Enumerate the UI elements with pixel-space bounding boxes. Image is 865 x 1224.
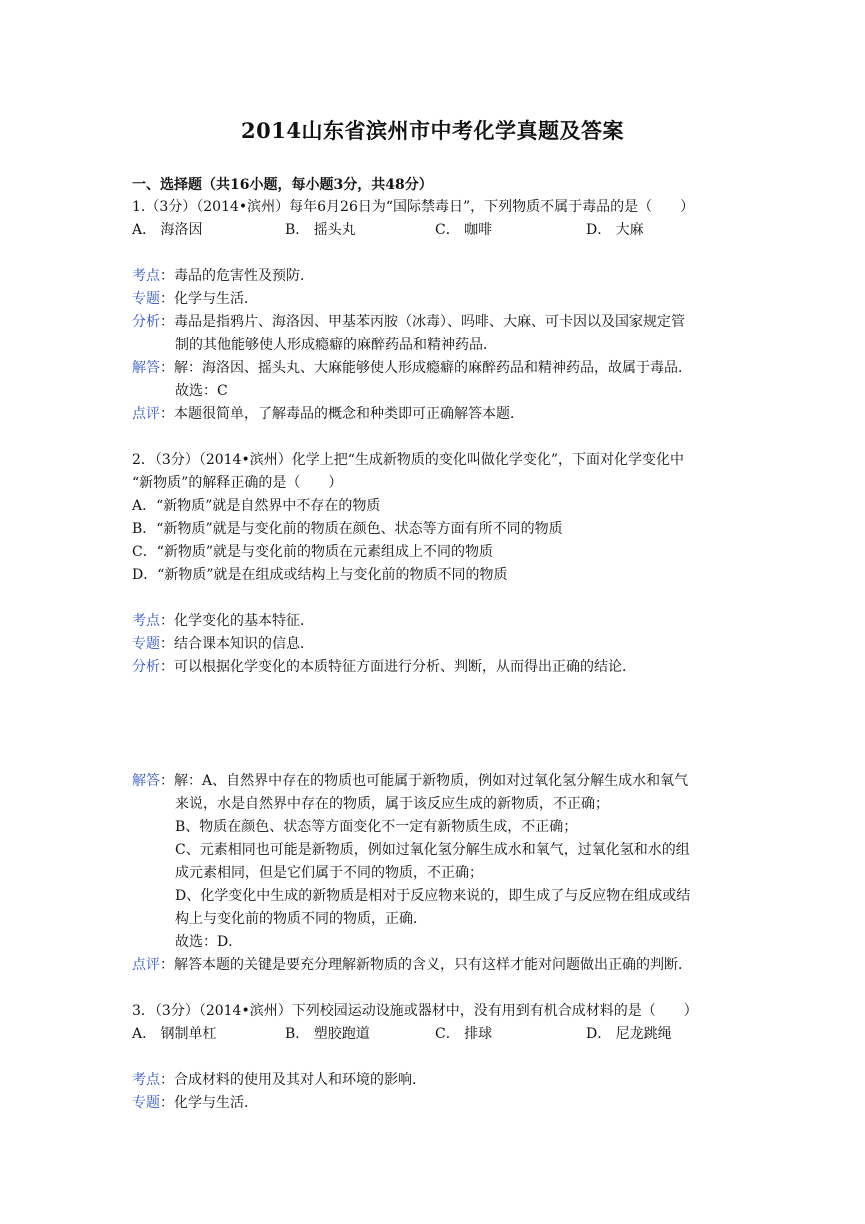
q2-dianping	[132, 955, 692, 975]
q2-option-b: B．“新物质”就是与变化前的物质在颜色、状态等方面有所不同的物质	[132, 521, 563, 537]
q3-option-c: C． 排球	[435, 1026, 493, 1042]
q2-jieda-line-5: 成元素相同，但是它们属于不同的物质，不正确；	[175, 865, 483, 881]
q2-zhuanti-text: ：结合课本知识的信息．	[160, 636, 314, 652]
label-dianping: 点评	[132, 406, 160, 422]
q1-jieda	[132, 358, 692, 378]
q2-fenxi	[132, 657, 636, 677]
q1-kaodian	[132, 266, 314, 286]
label-zhuanti: 专题	[132, 291, 160, 307]
label-zhuanti: 专题	[132, 1095, 160, 1111]
q1-option-a: A． 海洛因	[132, 222, 203, 238]
q1-dianping	[132, 404, 524, 424]
label-jieda: 解答	[132, 360, 160, 376]
q2-jieda-text: ：解：A、自然界中存在的物质也可能属于新物质，例如对过氧化氢分解生成水和氧气	[160, 773, 689, 789]
q3-kaodian-text: ：合成材料的使用及其对人和环境的影响．	[160, 1072, 426, 1088]
q2-kaodian-text: ：化学变化的基本特征．	[160, 613, 314, 629]
q3-stem: 3．（3分）（2014•滨州）下列校园运动设施或器材中，没有用到有机合成材料的是（ ）	[132, 1003, 698, 1019]
q1-kaodian-text: ：毒品的危害性及预防．	[160, 268, 314, 284]
q1-fenxi-cont: 制的其他能够使人形成瘾癖的麻醉药品和精神药品．	[175, 337, 497, 353]
q2-answer: 故选：D．	[175, 934, 243, 950]
q1-option-c: C． 咖啡	[435, 222, 493, 238]
q2-jieda	[132, 771, 688, 791]
label-kaodian: 考点	[132, 268, 160, 284]
q1-fenxi-text: ：毒品是指鸦片、海洛因、甲基苯丙胺（冰毒）、吗啡、大麻、可卡因以及国家规定管	[160, 314, 685, 330]
q1-zhuanti-text: ：化学与生活．	[160, 291, 258, 307]
q2-jieda-line-7: 构上与变化前的物质不同的物质，正确．	[175, 911, 427, 927]
label-fenxi: 分析	[132, 659, 160, 675]
q2-fenxi-text: ：可以根据化学变化的本质特征方面进行分析、判断，从而得出正确的结论．	[160, 659, 636, 675]
q2-jieda-line-2: 来说，水是自然界中存在的物质，属于该反应生成的新物质，不正确；	[175, 796, 609, 812]
section-heading: 一、选择题（共16小题，每小题3分，共48分）	[132, 177, 433, 193]
q2-zhuanti	[132, 634, 314, 654]
q2-dianping-text: ：解答本题的关键是要充分理解新物质的含义，只有这样才能对问题做出正确的判断．	[160, 957, 692, 973]
q1-fenxi	[132, 312, 685, 332]
q2-jieda-line-6: D、化学变化中生成的新物质是相对于反应物来说的，即生成了与反应物在组成或结	[175, 888, 691, 904]
q3-zhuanti	[132, 1093, 258, 1113]
q1-stem: 1.（3分）（2014•滨州）每年6月26日为“国际禁毒日”，下列物质不属于毒品的是（ ）	[132, 199, 695, 215]
q3-option-a: A． 钢制单杠	[132, 1026, 217, 1042]
label-jieda: 解答	[132, 773, 160, 789]
q2-stem: 2．（3分）（2014•滨州）化学上把“生成新物质的变化叫做化学变化”，下面对化学变化中	[132, 452, 685, 468]
q3-zhuanti-text: ：化学与生活．	[160, 1095, 258, 1111]
q2-kaodian	[132, 611, 314, 631]
label-dianping: 点评	[132, 957, 160, 973]
q2-option-d: D．“新物质”就是在组成或结构上与变化前的物质不同的物质	[132, 567, 508, 583]
q1-option-d: D． 大麻	[586, 222, 644, 238]
label-fenxi: 分析	[132, 314, 160, 330]
q1-zhuanti	[132, 289, 258, 309]
q3-kaodian	[132, 1070, 426, 1090]
q3-option-b: B． 塑胶跑道	[285, 1026, 370, 1042]
q2-jieda-line-4: C、元素相同也可能是新物质，例如过氧化氢分解生成水和氧气，过氧化氢和水的组	[175, 842, 690, 858]
label-kaodian: 考点	[132, 1072, 160, 1088]
page-title: 2014山东省滨州市中考化学真题及答案	[241, 118, 624, 143]
q2-option-a: A．“新物质”就是自然界中不存在的物质	[132, 498, 381, 514]
label-kaodian: 考点	[132, 613, 160, 629]
q1-answer: 故选：C	[175, 383, 228, 399]
q2-stem-cont: “新物质”的解释正确的是（ ）	[132, 475, 343, 491]
q1-dianping-text: ：本题很简单，了解毒品的概念和种类即可正确解答本题．	[160, 406, 524, 422]
q1-option-b: B． 摇头丸	[285, 222, 356, 238]
q1-jieda-text: ：解：海洛因、摇头丸、大麻能够使人形成瘾癖的麻醉药品和精神药品，故属于毒品．	[160, 360, 692, 376]
label-zhuanti: 专题	[132, 636, 160, 652]
q2-option-c: C．“新物质”就是与变化前的物质在元素组成上不同的物质	[132, 544, 494, 560]
q3-option-d: D． 尼龙跳绳	[586, 1026, 672, 1042]
q2-jieda-line-3: B、物质在颜色、状态等方面变化不一定有新物质生成，不正确；	[175, 819, 578, 835]
